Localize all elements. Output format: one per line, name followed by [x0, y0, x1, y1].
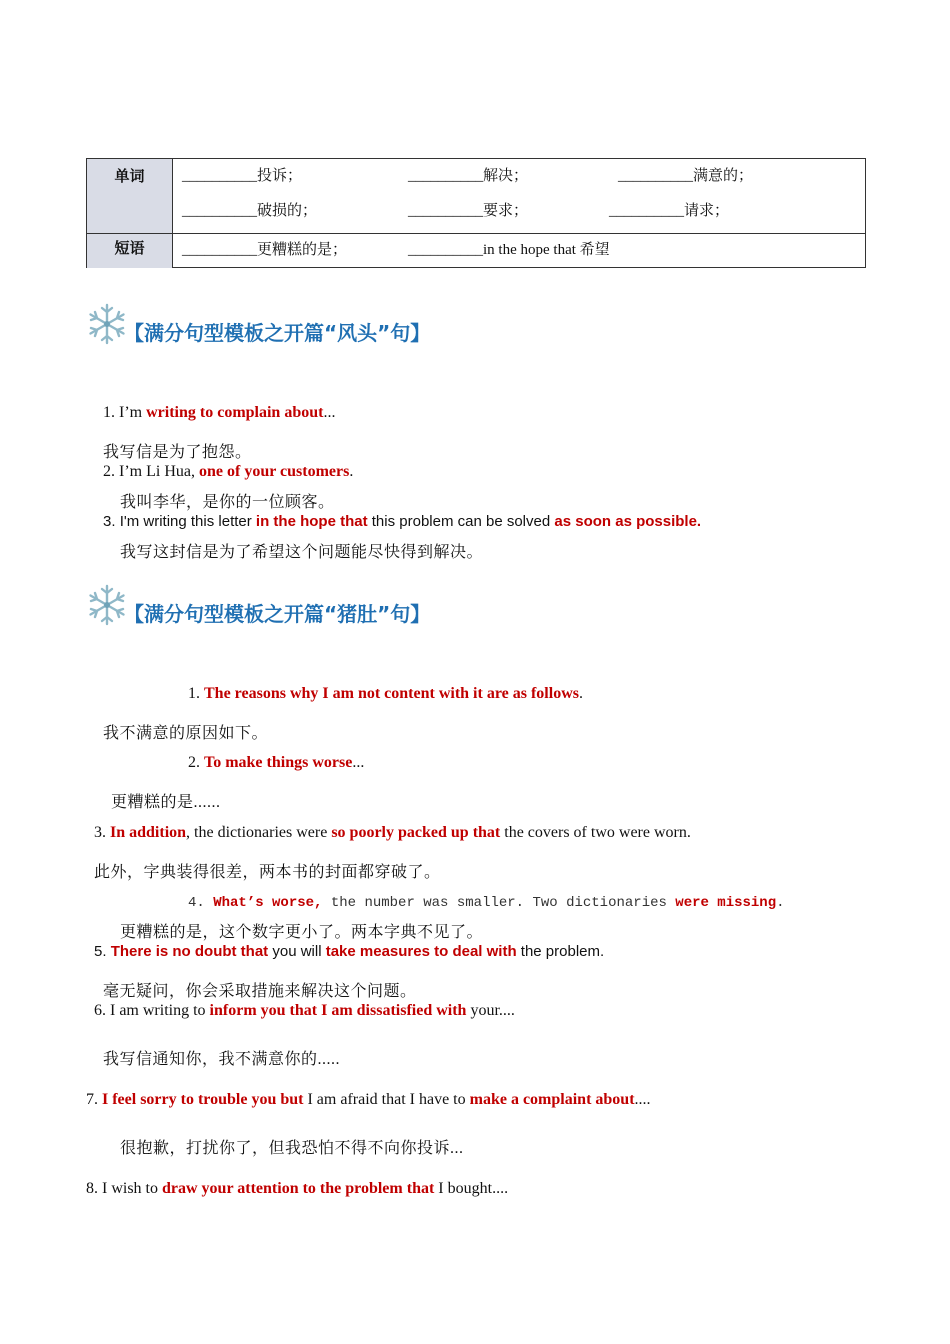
translation: 我不满意的原因如下。: [103, 725, 269, 742]
translation: 更糟糕的是，这个数字更小了。两本字典不见了。: [120, 924, 484, 941]
list-item: 4. What’s worse, the number was smaller. Two dictionaries were missing.: [188, 895, 785, 911]
list-item: 3. I'm writing this letter in the hope that this problem can be solved as soon as possible.: [103, 513, 702, 530]
list-item: 2. To make things worse...: [188, 754, 365, 771]
list-item: 3. In addition, the dictionaries were so poorly packed up that the covers of two were worn.: [94, 824, 691, 841]
word-blank: __________要求；: [408, 203, 529, 219]
phrase-blank: __________in the hope that 希望: [408, 242, 610, 258]
word-blank: __________破损的；: [182, 203, 318, 219]
translation: 更糟糕的是......: [111, 794, 221, 811]
list-item: 1. The reasons why I am not content with it are as follows.: [188, 685, 583, 702]
phrases-label: 短语: [87, 233, 173, 268]
translation: 此外，字典装得很差，两本书的封面都穿破了。: [94, 864, 441, 881]
translation: 我写信是为了抱怨。: [103, 444, 252, 461]
translation: 我写信通知你，我不满意你的.....: [103, 1051, 341, 1068]
vocab-table: [86, 158, 866, 268]
section-title: 【满分句型模板之开篇“风头”句】: [124, 321, 431, 345]
translation: 我写这封信是为了希望这个问题能尽快得到解决。: [120, 544, 484, 561]
word-blank: __________解决；: [408, 168, 529, 184]
translation: 很抱歉，打扰你了，但我恐怕不得不向你投诉...: [120, 1140, 464, 1157]
section-title: 【满分句型模板之开篇“猪肚”句】: [124, 602, 431, 626]
list-item: 6. I am writing to inform you that I am dissatisfied with your....: [94, 1002, 515, 1019]
list-item: 2. I’m Li Hua, one of your customers.: [103, 463, 354, 480]
list-item: 8. I wish to draw your attention to the problem that I bought....: [86, 1180, 509, 1197]
word-blank: __________请求；: [609, 203, 730, 219]
section-heading-opening: [86, 302, 430, 346]
word-blank: __________投诉；: [182, 168, 303, 184]
list-item: 7. I feel sorry to trouble you but I am afraid that I have to make a complaint about....: [86, 1091, 651, 1108]
section-heading-body: [86, 583, 430, 627]
list-item: 5. There is no doubt that you will take measures to deal with the problem.: [94, 943, 605, 960]
snowflake-icon: [86, 302, 128, 346]
list-item: 1. I’m writing to complain about...: [103, 404, 336, 421]
translation: 我叫李华，是你的一位顾客。: [120, 494, 335, 511]
word-blank: __________满意的；: [618, 168, 754, 184]
translation: 毫无疑问，你会采取措施来解决这个问题。: [103, 983, 417, 1000]
phrase-blank: __________更糟糕的是；: [182, 242, 348, 258]
snowflake-icon: [86, 583, 128, 627]
words-label: 单词: [87, 159, 173, 233]
